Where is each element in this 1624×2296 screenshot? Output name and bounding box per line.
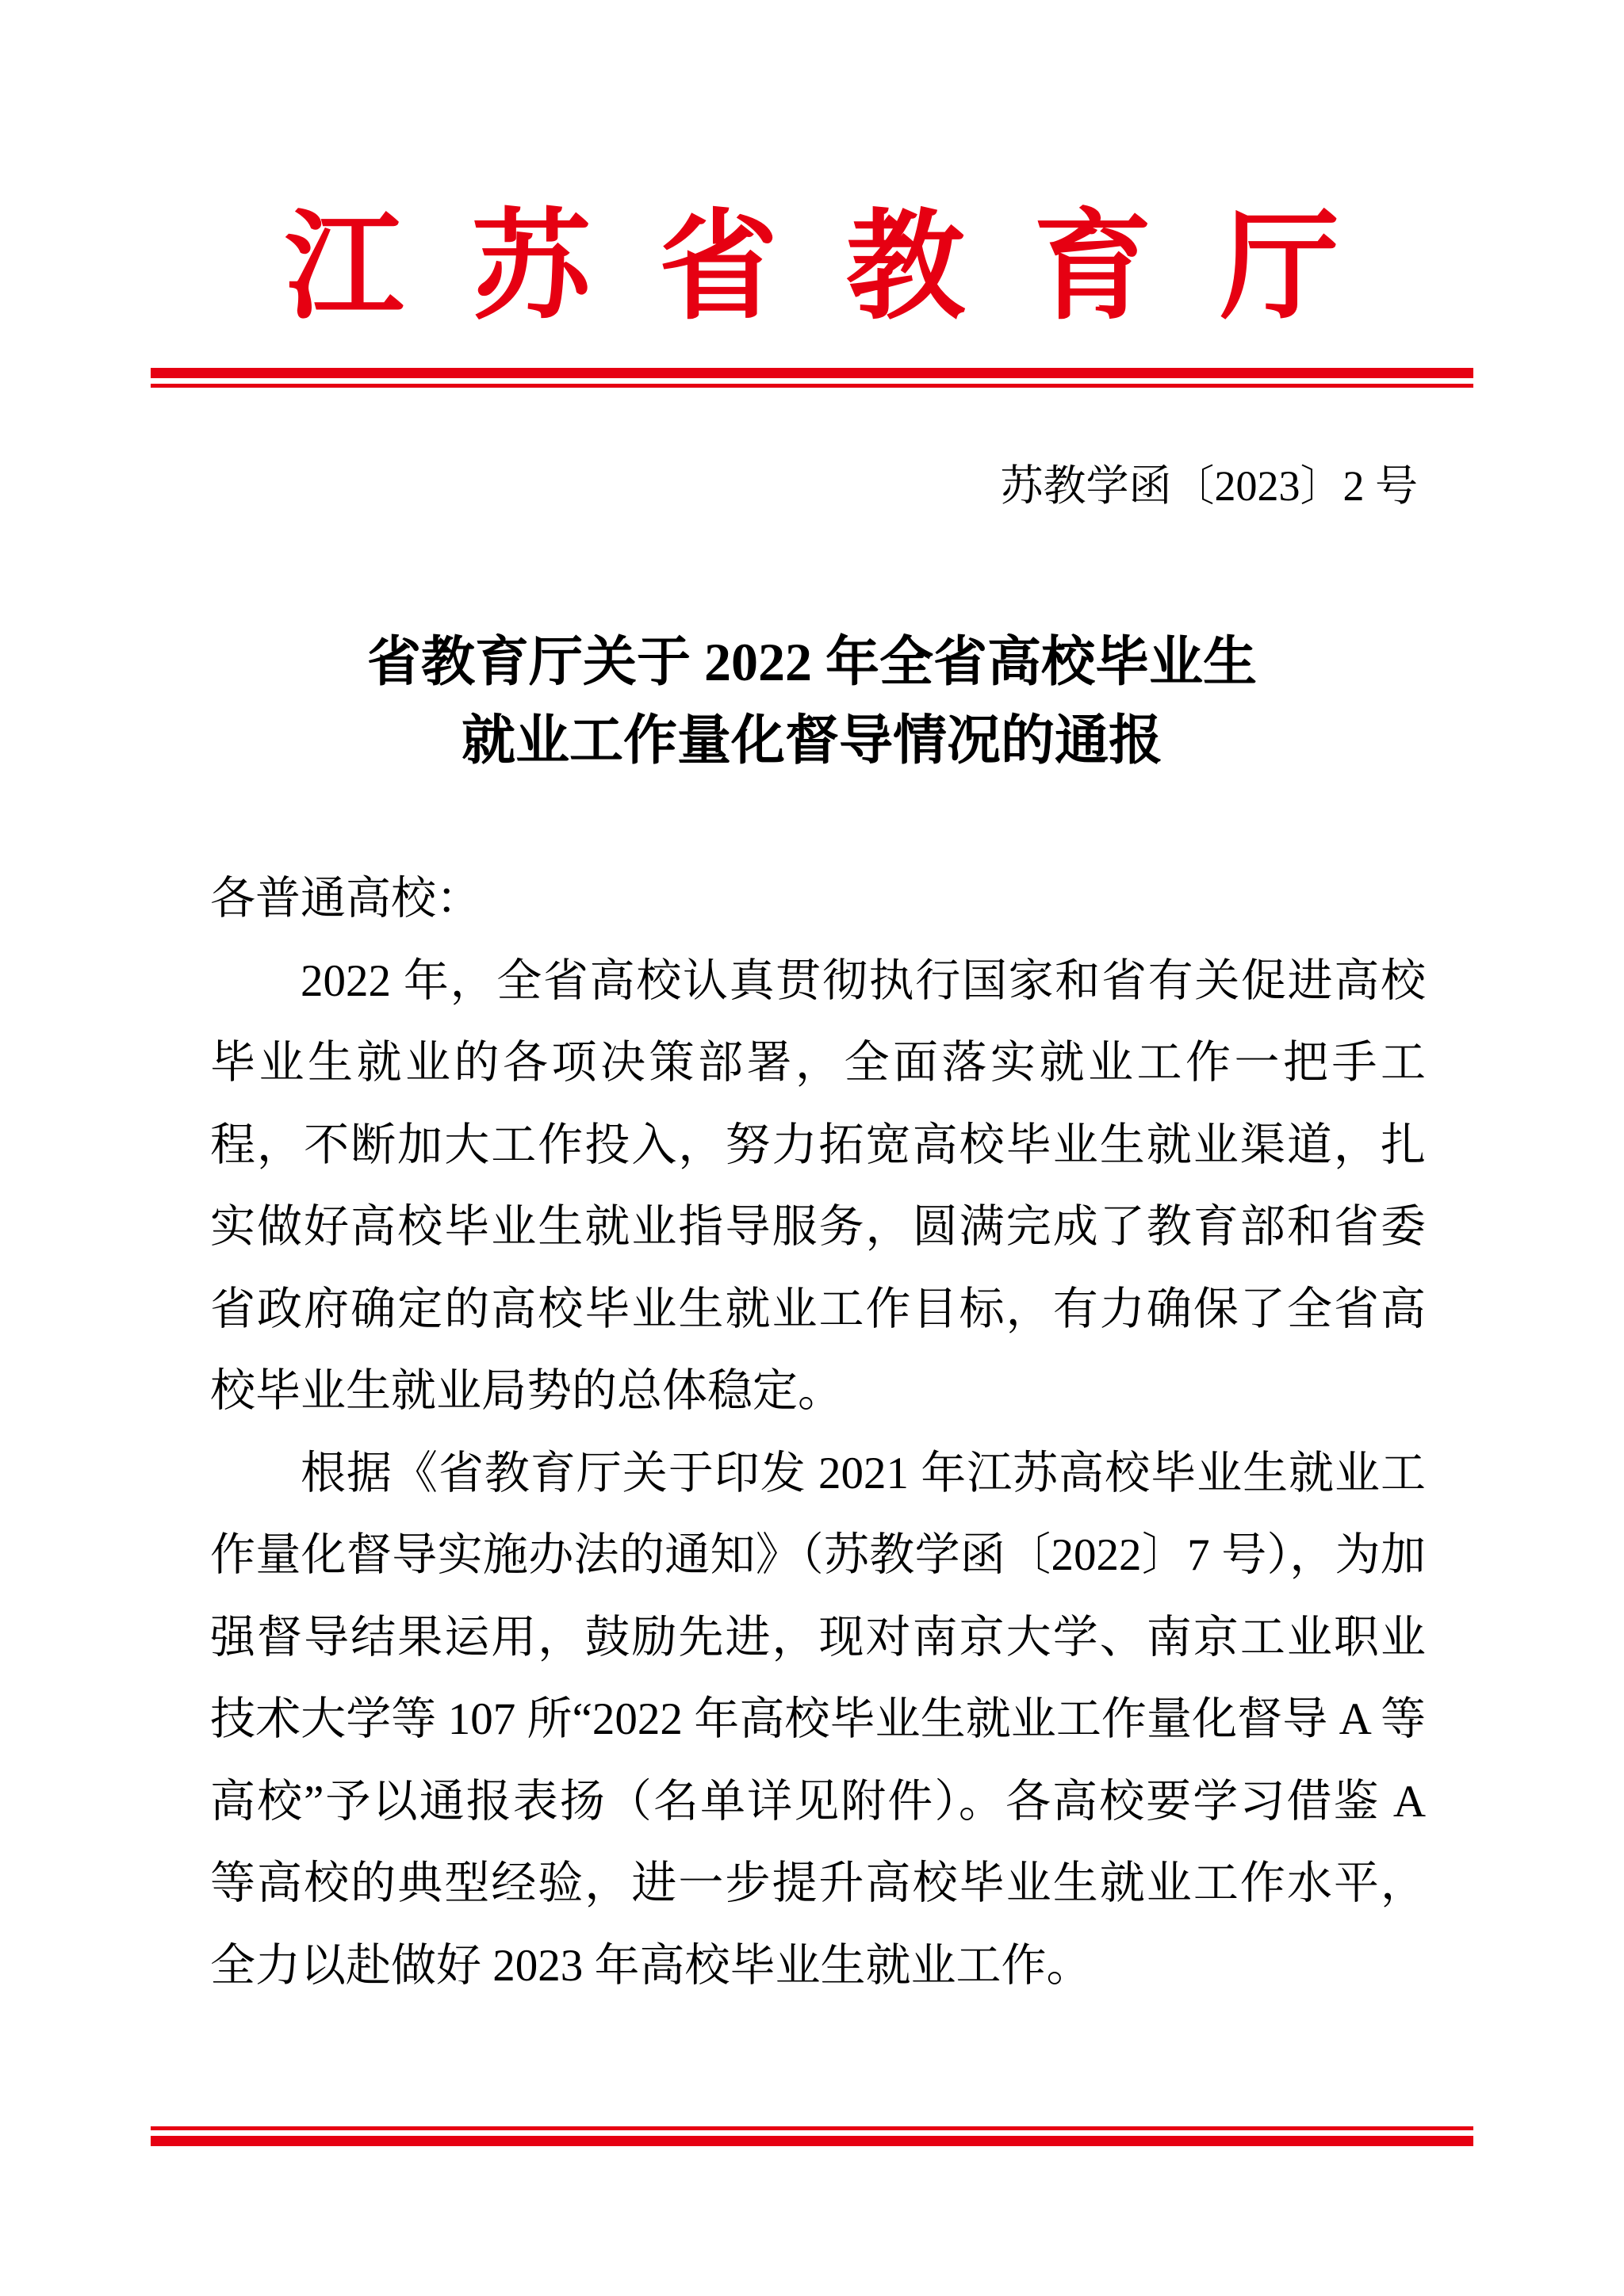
footer-rule-thin bbox=[151, 2126, 1473, 2130]
document-title-line2: 就业工作量化督导情况的通报 bbox=[461, 710, 1162, 771]
document-number: 苏教学函〔2023〕2 号 bbox=[1000, 462, 1418, 510]
salutation: 各普通高校： bbox=[210, 874, 481, 924]
body-paragraph-2: 根据《省教育厅关于印发 2021 年江苏高校毕业生就业工作量化督导实施办法的通知》（苏教学函〔2022〕7 号），为加强督导结果运用，鼓励先进，现对南京大学、南京工业职业技术大学等 107 所“2022 年高校毕业生就业工作量化督导 A 等高校”予以通报表扬（名单详见附件）。各高校要学习借鉴 A 等高校的典型经验，进一步提升高校毕业生就业工作水平，全力以赴做好 2023 年高校毕业生就业工作。 bbox=[210, 1448, 1426, 1991]
document-title bbox=[0, 623, 1624, 780]
body-paragraph-1: 2022 年，全省高校认真贯彻执行国家和省有关促进高校毕业生就业的各项决策部署，全面落实就业工作一把手工程，不断加大工作投入，努力拓宽高校毕业生就业渠道，扎实做好高校毕业生就业指导服务，圆满完成了教育部和省委省政府确定的高校毕业生就业工作目标，有力确保了全省高校毕业生就业局势的总体稳定。 bbox=[210, 955, 1426, 1416]
header-rule-thin bbox=[151, 384, 1473, 388]
footer-rule-thick bbox=[151, 2136, 1473, 2146]
header-rule-thick bbox=[151, 368, 1473, 378]
document-body bbox=[210, 858, 1426, 2007]
document-title-line1: 省教育厅关于 2022 年全省高校毕业生 bbox=[366, 632, 1257, 692]
agency-masthead: 江苏省教育厅 bbox=[284, 202, 1408, 334]
